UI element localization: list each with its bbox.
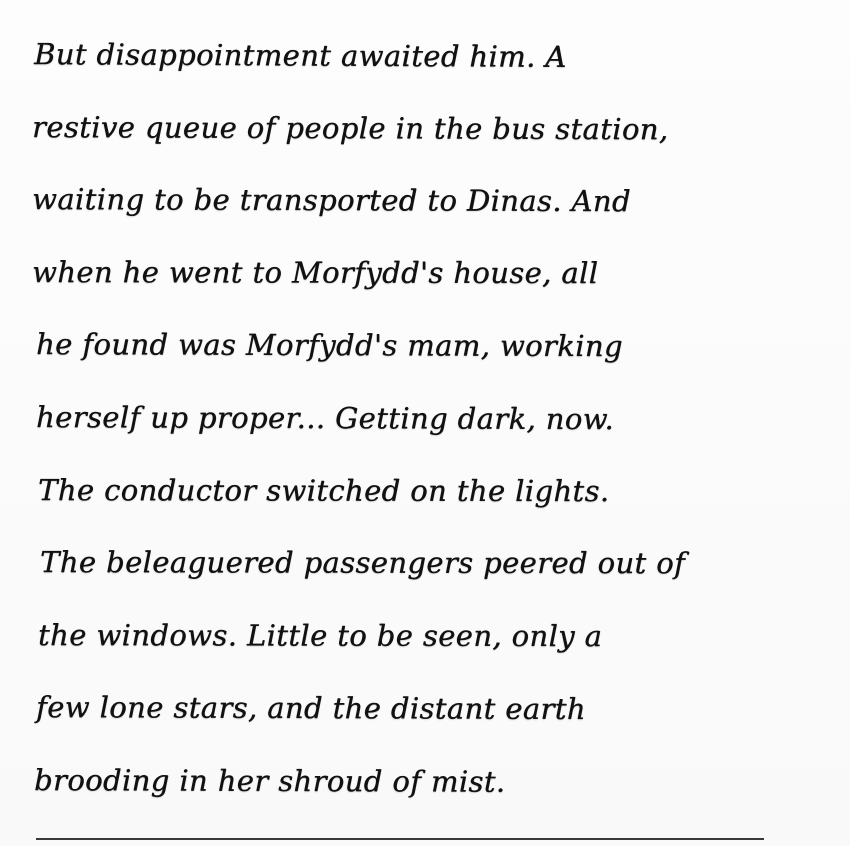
text-line: waiting to be transported to Dinas. And [31,182,631,219]
text-line: The beleaguered passengers peered out of [39,545,686,581]
text-line: when he went to Morfydd's house, all [31,254,599,290]
text-line: But disappointment awaited him. A [33,37,567,74]
text-line: the windows. Little to be seen, only a [37,617,603,653]
text-line: herself up proper... Getting dark, now. [35,399,615,436]
text-line: The conductor switched on the lights. [37,472,610,508]
text-line: restive queue of people in the bus station, [31,109,669,146]
text-line: he found was Morfydd's mam, working [35,327,623,364]
bottom-rule-divider [36,838,764,840]
text-line: few lone stars, and the distant earth [35,690,586,727]
handwritten-text-block [30,26,820,825]
text-line: brooding in her shroud of mist. [33,762,506,799]
